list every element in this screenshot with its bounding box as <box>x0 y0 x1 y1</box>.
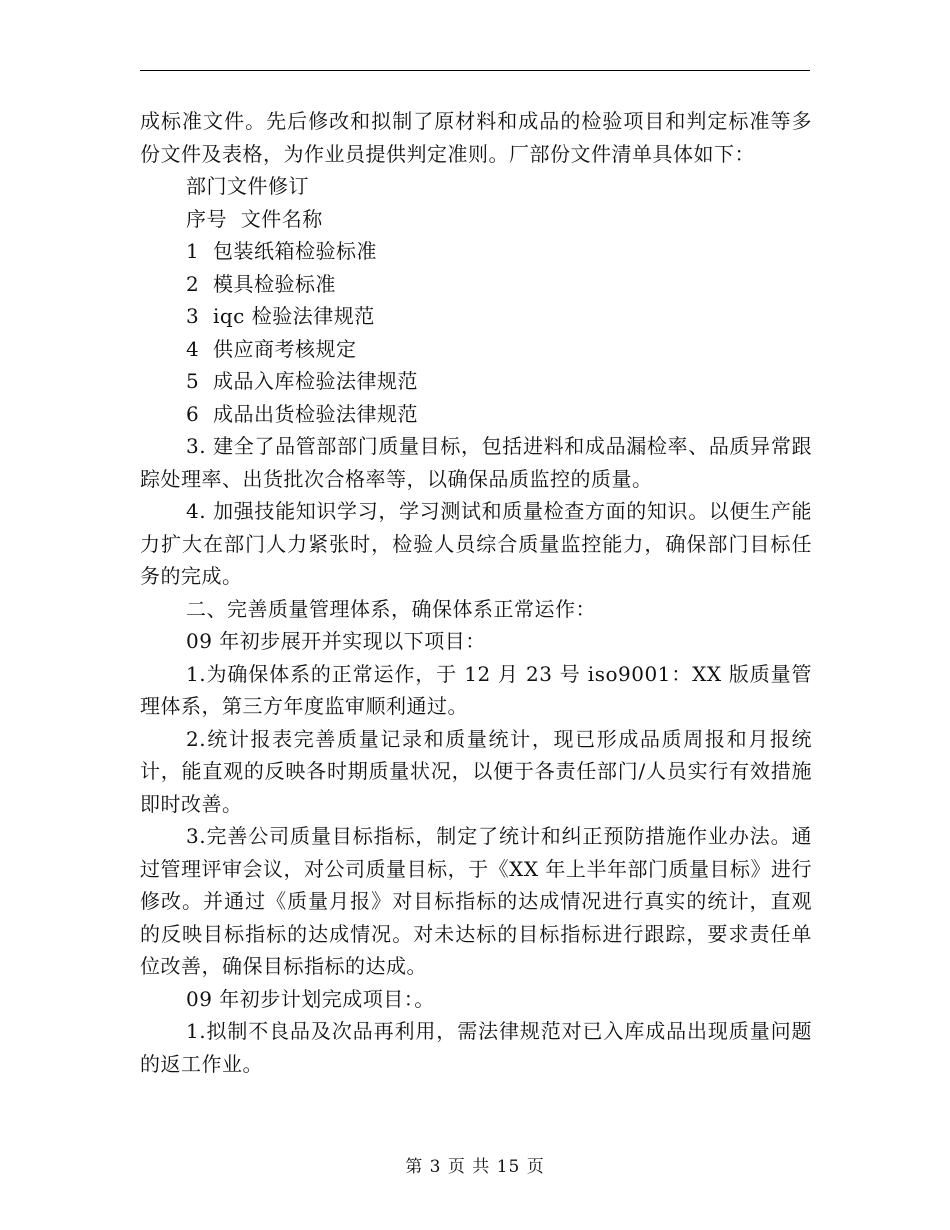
paragraph: 09 年初步展开并实现以下项目： <box>186 629 486 653</box>
file-list-item: 4 供应商考核规定 <box>186 336 357 361</box>
page-footer: 第 3 页 共 15 页 <box>405 1157 545 1177</box>
file-list-item: 1 包装纸箱检验标准 <box>186 239 377 263</box>
file-list-item: 5 成品入库检验法律规范 <box>186 369 418 393</box>
document-body <box>140 105 812 1080</box>
file-list-item: 2 模具检验标准 <box>186 271 336 296</box>
paragraph: 3.完善公司质量目标指标，制定了统计和纠正预防措施作业办法。通过管理评审会议，对公司质量目标，于《XX 年上半年部门质量目标》进行修改。并通过《质量月报》对目标指标的达成情况进行真实的统计，直观的反映目标指标的达成情况。对未达标的目标指标进行跟踪，要求责任单位改善，确保目标指标的达成。 <box>140 824 812 978</box>
paragraph: 1.为确保体系的正常运作，于 12 月 23 号 iso9001：XX 版质量管理体系，第三方年度监审顺利通过。 <box>140 661 812 718</box>
paragraph: 部门文件修订 <box>186 174 309 198</box>
paragraph: 成标准文件。先后修改和拟制了原材料和成品的检验项目和判定标准等多份文件及表格，为作业员提供判定准则。厂部份文件清单具体如下： <box>140 109 812 166</box>
file-list-item: 6 成品出货检验法律规范 <box>186 401 418 426</box>
paragraph: 2.统计报表完善质量记录和质量统计，现已形成品质周报和月报统计，能直观的反映各时期质量状况，以便于各责任部门/人员实行有效措施即时改善。 <box>140 726 812 816</box>
section-heading: 二、完善质量管理体系，确保体系正常运作： <box>186 596 596 621</box>
paragraph: 4. 加强技能知识学习，学习测试和质量检查方面的知识。以便生产能力扩大在部门人力紧张时，检验人员综合质量监控能力，确保部门目标任务的完成。 <box>140 499 812 588</box>
file-list-header: 序号 文件名称 <box>186 206 323 231</box>
file-list-item: 3 iqc 检验法律规范 <box>186 304 375 328</box>
paragraph: 3. 建全了品管部部门质量目标，包括进料和成品漏检率、品质异常跟踪处理率、出货批次合格率等，以确保品质监控的质量。 <box>140 434 812 491</box>
header-rule <box>140 70 810 71</box>
paragraph: 1.拟制不良品及次品再利用，需法律规范对已入库成品出现质量问题的返工作业。 <box>140 1019 812 1076</box>
paragraph: 09 年初步计划完成项目：。 <box>186 986 435 1011</box>
